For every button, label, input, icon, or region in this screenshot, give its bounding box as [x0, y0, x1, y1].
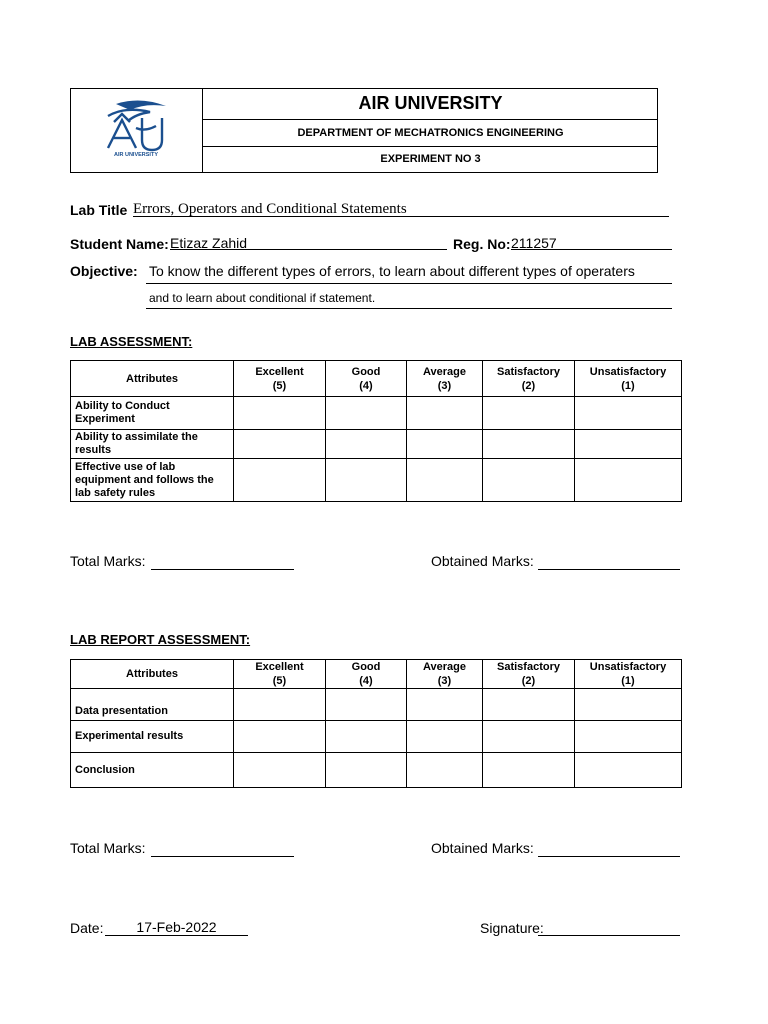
table-row: [71, 689, 682, 721]
score-cell[interactable]: [575, 397, 682, 430]
university-title: AIR UNIVERSITY: [203, 88, 658, 120]
report-total-marks-field[interactable]: [151, 856, 294, 857]
attribute-cell: Ability to Conduct Experiment: [71, 397, 234, 430]
total-marks-label: Total Marks:: [70, 553, 146, 569]
score-cell[interactable]: [407, 430, 483, 459]
score-cell[interactable]: [407, 689, 483, 721]
score-cell[interactable]: [483, 753, 575, 788]
score-cell[interactable]: [407, 397, 483, 430]
table-row: [71, 430, 682, 459]
attribute-cell: Experimental results: [71, 721, 234, 753]
score-cell[interactable]: [575, 430, 682, 459]
logo-cell: [70, 88, 203, 173]
col-header-average: Average (3): [407, 660, 483, 689]
attribute-cell: Conclusion: [71, 753, 234, 788]
student-name-value: Etizaz Zahid: [170, 235, 248, 251]
attribute-cell: Data presentation: [71, 689, 234, 721]
col-header-unsatisfactory: Unsatisfactory (1): [575, 660, 682, 689]
score-cell[interactable]: [407, 721, 483, 753]
lab-assessment-heading: LAB ASSESSMENT:: [70, 334, 193, 349]
total-marks-field[interactable]: [151, 569, 294, 570]
col-header-satisfactory: Satisfactory (2): [483, 660, 575, 689]
table-row: [71, 753, 682, 788]
reg-no-label: Reg. No:: [453, 236, 511, 252]
date-value: 17-Feb-2022: [136, 919, 217, 935]
col-header-average: Average (3): [407, 361, 483, 397]
student-name-label: Student Name:: [70, 236, 169, 252]
lab-title-field: [133, 200, 669, 217]
report-total-marks-label: Total Marks:: [70, 840, 146, 856]
signature-label: Signature:: [480, 920, 544, 936]
col-header-good: Good (4): [326, 660, 407, 689]
lab-title-value: Errors, Operators and Conditional Statements: [133, 201, 407, 217]
objective-line-2: and to learn about conditional if statement.: [149, 291, 376, 305]
student-name-field: [170, 235, 447, 250]
report-obtained-marks-label: Obtained Marks:: [431, 840, 534, 856]
table-header-row: [71, 361, 682, 397]
score-cell[interactable]: [234, 721, 326, 753]
score-cell[interactable]: [326, 689, 407, 721]
report-obtained-marks-field[interactable]: [538, 856, 680, 857]
col-header-good: Good (4): [326, 361, 407, 397]
attribute-cell: Ability to assimilate the results: [71, 430, 234, 459]
col-header-excellent: Excellent (5): [234, 660, 326, 689]
col-header-attributes: Attributes: [71, 660, 234, 689]
date-field[interactable]: [105, 919, 248, 936]
lab-report-assessment-heading: LAB REPORT ASSESSMENT:: [70, 632, 251, 647]
score-cell[interactable]: [575, 753, 682, 788]
score-cell[interactable]: [483, 397, 575, 430]
lab-assessment-table: [70, 360, 682, 502]
col-header-unsatisfactory: Unsatisfactory (1): [575, 361, 682, 397]
score-cell[interactable]: [407, 459, 483, 502]
table-row: [71, 721, 682, 753]
score-cell[interactable]: [234, 689, 326, 721]
lab-title-label: Lab Title: [70, 202, 128, 218]
score-cell[interactable]: [326, 753, 407, 788]
score-cell[interactable]: [407, 753, 483, 788]
obtained-marks-field[interactable]: [538, 569, 680, 570]
table-row: [71, 397, 682, 430]
score-cell[interactable]: [326, 397, 407, 430]
col-header-satisfactory: Satisfactory (2): [483, 361, 575, 397]
score-cell[interactable]: [326, 430, 407, 459]
reg-no-value: 211257: [511, 235, 557, 251]
date-label: Date:: [70, 920, 104, 936]
objective-label: Objective:: [70, 263, 138, 279]
score-cell[interactable]: [234, 397, 326, 430]
col-header-attributes: Attributes: [71, 361, 234, 397]
logo-caption: AIR UNIVERSITY: [113, 152, 159, 158]
score-cell[interactable]: [483, 459, 575, 502]
experiment-number: EXPERIMENT NO 3: [380, 153, 481, 165]
obtained-marks-label: Obtained Marks:: [431, 553, 534, 569]
lab-report-assessment-table: [70, 659, 682, 788]
signature-field[interactable]: [538, 935, 680, 936]
score-cell[interactable]: [326, 721, 407, 753]
reg-no-field: [511, 235, 672, 250]
score-cell[interactable]: [575, 689, 682, 721]
score-cell[interactable]: [483, 430, 575, 459]
objective-underline-1: [146, 283, 672, 284]
objective-underline-2: [146, 308, 672, 309]
score-cell[interactable]: [483, 721, 575, 753]
col-header-excellent: Excellent (5): [234, 361, 326, 397]
department-name: DEPARTMENT OF MECHATRONICS ENGINEERING: [203, 120, 658, 147]
score-cell[interactable]: [575, 459, 682, 502]
table-header-row: [71, 660, 682, 689]
score-cell[interactable]: [326, 459, 407, 502]
score-cell[interactable]: [234, 459, 326, 502]
score-cell[interactable]: [483, 689, 575, 721]
score-cell[interactable]: [575, 721, 682, 753]
objective-line-1: To know the different types of errors, to learn about different types of operaters: [149, 263, 635, 279]
table-row: [71, 459, 682, 502]
score-cell[interactable]: [234, 753, 326, 788]
attribute-cell: Effective use of lab equipment and follows the lab safety rules: [71, 459, 234, 502]
air-university-logo-icon: [70, 88, 203, 173]
score-cell[interactable]: [234, 430, 326, 459]
